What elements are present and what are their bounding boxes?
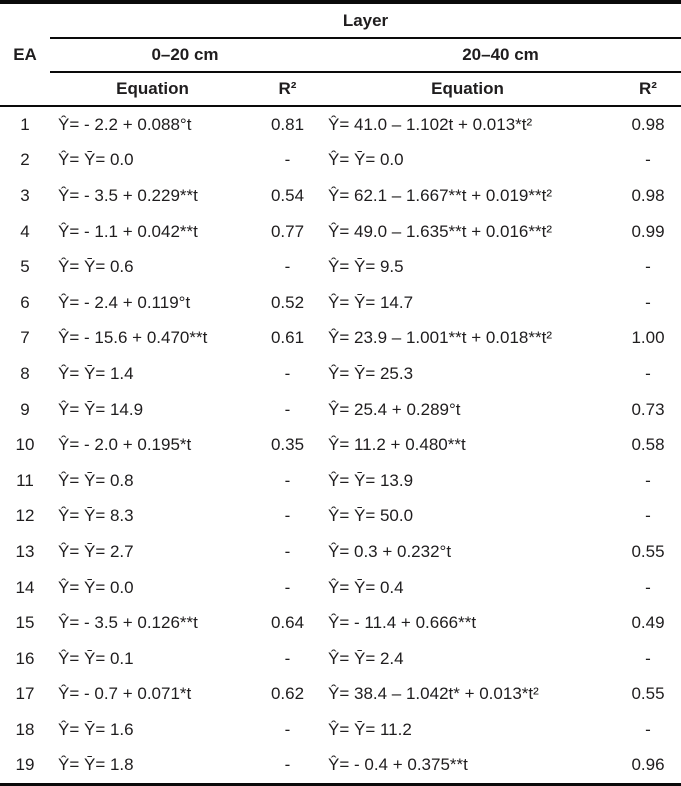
r2-cell-20-40: 0.98: [631, 185, 665, 205]
r2-cell-0-20: 0.52: [270, 292, 305, 312]
table-row: [0, 356, 681, 392]
ea-cell: 10: [15, 435, 35, 455]
equation-cell-20-40: Ŷ= 11.2 + 0.480**t: [328, 435, 466, 455]
equation-cell-0-20: Ŷ= - 1.1 + 0.042**t: [58, 221, 198, 241]
table-row: [0, 712, 681, 748]
r2-header-20-40: R²: [615, 72, 681, 106]
r2-cell-0-20: -: [284, 363, 291, 383]
equation-cell-0-20: Ŷ= Ȳ= 1.6: [58, 719, 134, 739]
equation-cell-0-20: Ŷ= Ȳ= 2.7: [58, 541, 134, 561]
r2-cell-0-20: 0.77: [270, 221, 305, 241]
r2-cell-0-20: -: [284, 399, 291, 419]
r2-cell-20-40: -: [645, 719, 651, 739]
r2-cell-0-20: -: [284, 470, 291, 490]
ea-cell: 3: [20, 185, 30, 205]
layer-header-row: [0, 2, 681, 38]
ea-cell: 5: [20, 257, 30, 277]
depth-20-40-header: 20–40 cm: [320, 38, 681, 72]
ea-cell: 18: [15, 719, 35, 739]
r2-cell-0-20: 0.54: [270, 185, 305, 205]
equation-cell-20-40: Ŷ= Ȳ= 13.9: [328, 470, 414, 490]
r2-cell-0-20: -: [284, 648, 291, 668]
r2-cell-0-20: -: [284, 577, 291, 597]
table-row: [0, 499, 681, 535]
r2-cell-0-20: 0.61: [270, 328, 305, 348]
table-row: [0, 321, 681, 357]
ea-cell: 7: [20, 328, 30, 348]
ea-cell: 8: [20, 363, 30, 383]
r2-cell-0-20: 0.35: [270, 435, 305, 455]
equation-cell-20-40: Ŷ= 0.3 + 0.232°t: [328, 541, 452, 561]
ea-column-header: EA: [0, 2, 50, 106]
table-row: [0, 641, 681, 677]
ea-cell: 19: [15, 755, 35, 775]
ea-cell: 12: [15, 506, 35, 526]
depth-header-row: [0, 38, 681, 72]
ea-cell: 6: [20, 292, 30, 312]
r2-cell-20-40: -: [645, 363, 651, 383]
r2-cell-0-20: -: [284, 506, 291, 526]
r2-cell-20-40: -: [645, 292, 651, 312]
r2-cell-0-20: 0.62: [270, 684, 305, 704]
equation-cell-20-40: Ŷ= - 0.4 + 0.375**t: [328, 755, 468, 775]
r2-cell-20-40: -: [645, 150, 651, 170]
table-row: [0, 106, 681, 143]
table-row: [0, 570, 681, 606]
equation-cell-20-40: Ŷ= 62.1 – 1.667**t + 0.019**t²: [328, 185, 553, 205]
table-body: [0, 106, 681, 785]
equation-cell-0-20: Ŷ= Ȳ= 0.6: [58, 257, 134, 277]
equation-header-0-20: Equation: [50, 72, 255, 106]
r2-header-0-20: R²: [255, 72, 320, 106]
table-row: [0, 392, 681, 428]
equation-cell-20-40: Ŷ= 25.4 + 0.289°t: [328, 399, 461, 419]
equation-cell-20-40: Ŷ= Ȳ= 25.3: [328, 363, 414, 383]
equation-cell-20-40: Ŷ= 23.9 – 1.001**t + 0.018**t²: [328, 328, 553, 348]
ea-cell: 17: [15, 684, 35, 704]
table-header: [0, 2, 681, 106]
table-row: [0, 285, 681, 321]
r2-cell-20-40: -: [645, 257, 651, 277]
r2-cell-0-20: -: [284, 755, 291, 775]
table-row: [0, 534, 681, 570]
r2-cell-20-40: -: [645, 470, 651, 490]
equation-cell-0-20: Ŷ= - 0.7 + 0.071*t: [58, 684, 192, 704]
ea-cell: 2: [20, 150, 30, 170]
ea-cell: 11: [16, 470, 34, 490]
equation-cell-20-40: Ŷ= Ȳ= 14.7: [328, 292, 414, 312]
equation-cell-20-40: Ŷ= 41.0 – 1.102t + 0.013*t²: [328, 114, 533, 134]
table-row: [0, 249, 681, 285]
r2-cell-20-40: 0.98: [631, 114, 665, 134]
equation-cell-20-40: Ŷ= 38.4 – 1.042t* + 0.013*t²: [328, 684, 539, 704]
r2-cell-20-40: 1.00: [631, 328, 665, 348]
column-header-row: [0, 72, 681, 106]
table-row: [0, 677, 681, 713]
equation-cell-0-20: Ŷ= - 2.0 + 0.195*t: [58, 435, 192, 455]
ea-cell: 1: [20, 114, 30, 134]
r2-cell-0-20: 0.64: [270, 613, 305, 633]
r2-cell-0-20: -: [284, 541, 291, 561]
table-row: [0, 605, 681, 641]
equation-cell-20-40: Ŷ= - 11.4 + 0.666**t: [328, 613, 477, 633]
equation-cell-0-20: Ŷ= - 3.5 + 0.126**t: [58, 613, 198, 633]
equation-cell-20-40: Ŷ= Ȳ= 2.4: [328, 648, 404, 668]
r2-cell-20-40: 0.49: [631, 613, 665, 633]
ea-cell: 14: [15, 577, 35, 597]
table-row: [0, 463, 681, 499]
r2-cell-20-40: 0.55: [631, 684, 665, 704]
equation-cell-0-20: Ŷ= Ȳ= 1.8: [58, 755, 134, 775]
equation-cell-20-40: Ŷ= Ȳ= 50.0: [328, 506, 414, 526]
r2-cell-0-20: -: [284, 150, 291, 170]
equation-cell-20-40: Ŷ= Ȳ= 9.5: [328, 257, 404, 277]
table-row: [0, 143, 681, 179]
r2-cell-0-20: 0.81: [270, 114, 305, 134]
equation-cell-0-20: Ŷ= - 2.2 + 0.088°t: [58, 114, 192, 134]
table-row: [0, 214, 681, 250]
equation-cell-0-20: Ŷ= Ȳ= 14.9: [58, 399, 144, 419]
ea-cell: 16: [15, 648, 35, 668]
table-row: [0, 748, 681, 785]
equation-cell-0-20: Ŷ= Ȳ= 0.8: [58, 470, 134, 490]
r2-cell-20-40: 0.58: [631, 435, 665, 455]
equation-header-20-40: Equation: [320, 72, 615, 106]
equation-cell-20-40: Ŷ= Ȳ= 11.2: [328, 719, 412, 739]
r2-cell-0-20: -: [284, 257, 291, 277]
ea-cell: 9: [20, 399, 30, 419]
equation-cell-20-40: Ŷ= 49.0 – 1.635**t + 0.016**t²: [328, 221, 553, 241]
equation-cell-20-40: Ŷ= Ȳ= 0.0: [328, 150, 404, 170]
depth-0-20-header: 0–20 cm: [50, 38, 320, 72]
equation-cell-0-20: Ŷ= Ȳ= 0.0: [58, 577, 134, 597]
r2-cell-20-40: 0.99: [631, 221, 665, 241]
equation-cell-0-20: Ŷ= Ȳ= 0.0: [58, 150, 134, 170]
equation-cell-0-20: Ŷ= Ȳ= 0.1: [58, 648, 134, 668]
r2-cell-20-40: -: [645, 577, 651, 597]
r2-cell-0-20: -: [284, 719, 291, 739]
r2-cell-20-40: -: [645, 648, 651, 668]
equation-cell-0-20: Ŷ= Ȳ= 1.4: [58, 363, 134, 383]
equation-cell-0-20: Ŷ= - 15.6 + 0.470**t: [58, 328, 208, 348]
ea-cell: 4: [20, 221, 30, 241]
equation-cell-0-20: Ŷ= - 2.4 + 0.119°t: [58, 292, 191, 312]
r2-cell-20-40: 0.96: [631, 755, 665, 775]
table-row: [0, 427, 681, 463]
table-row: [0, 178, 681, 214]
r2-cell-20-40: 0.73: [631, 399, 665, 419]
ea-cell: 15: [15, 613, 35, 633]
layer-group-header: Layer: [50, 2, 681, 38]
equation-cell-0-20: Ŷ= Ȳ= 8.3: [58, 506, 134, 526]
ea-cell: 13: [15, 541, 35, 561]
equation-cell-0-20: Ŷ= - 3.5 + 0.229**t: [58, 185, 198, 205]
equation-cell-20-40: Ŷ= Ȳ= 0.4: [328, 577, 404, 597]
r2-cell-20-40: -: [645, 506, 651, 526]
r2-cell-20-40: 0.55: [631, 541, 665, 561]
